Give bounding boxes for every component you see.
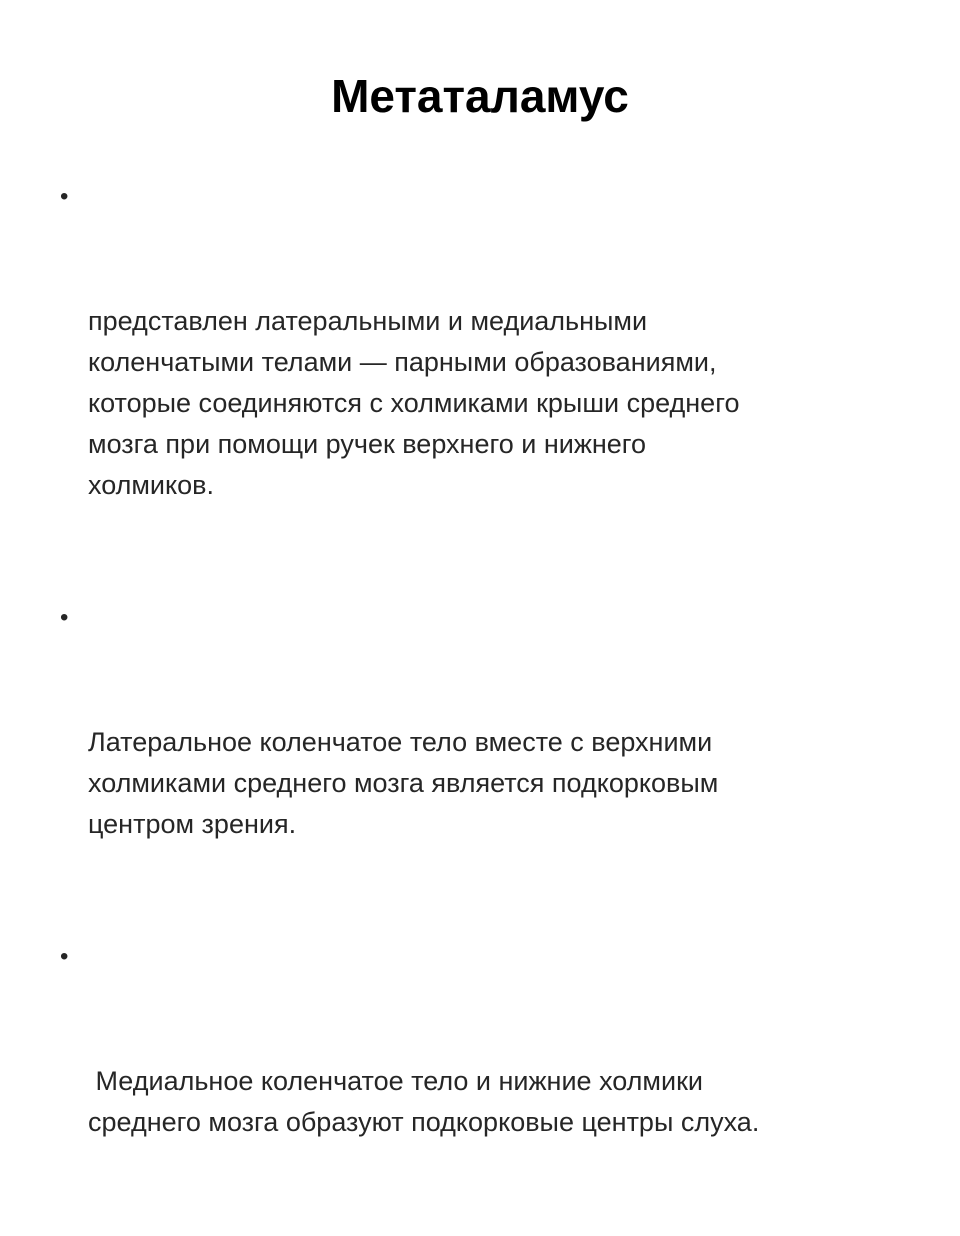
- bullet-dot-icon: •: [60, 183, 69, 210]
- bullet-dot-icon: •: [60, 604, 69, 631]
- bullet-text: представлен латеральными и медиальными коленчатыми телами — парными образованиями, которые соединяются с холмиками крыши среднего мозга при помощи ручек верхнего и нижнего холмиков.: [88, 306, 740, 500]
- slide-title: Метаталамус: [331, 70, 629, 122]
- bullet-item: [60, 178, 900, 588]
- bullet-item: [60, 599, 900, 927]
- bullet-item: [60, 938, 900, 1225]
- bullet-dot-icon: •: [60, 943, 69, 970]
- bullet-text: Медиальное коленчатое тело и нижние холмики среднего мозга образуют подкорковые центры слуха.: [88, 1066, 760, 1137]
- bullet-text: Латеральное коленчатое тело вместе с верхними холмиками среднего мозга является подкорковым центром зрения.: [88, 727, 719, 839]
- bullet-list: [60, 178, 900, 1236]
